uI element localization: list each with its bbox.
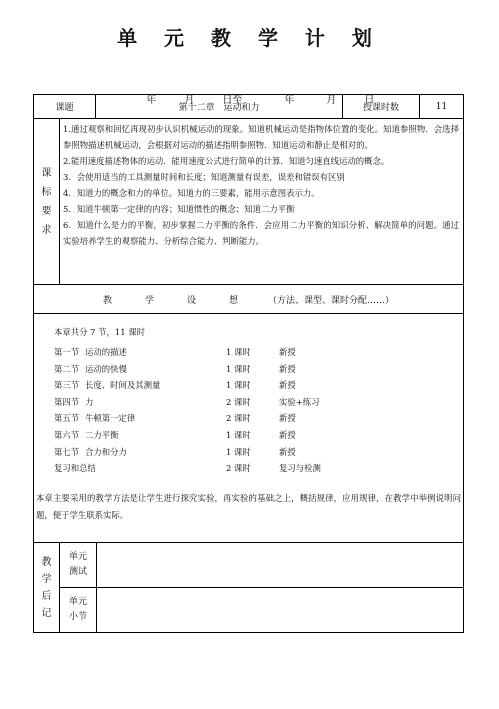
design-header-label: 教 学 设 想 [102, 295, 250, 306]
schedule-row [54, 410, 454, 427]
design-header-note: （方法、课型、课时分配……） [268, 295, 395, 306]
goal-item: 1.通过观察和回忆再现初步认识机械运动的现象。知道机械运动是指物体位置的变化。知道参照物．会选择参照物描述机械运动，会根据对运动的描述指明参照物．知道运动和静止是相对的。 [63, 124, 459, 150]
schedule-section: 第三节 [54, 380, 80, 391]
schedule-type: 新授 [279, 413, 296, 424]
unit-test-label [60, 543, 97, 587]
schedule-row [54, 460, 454, 477]
schedule-hours: 1 课时 [226, 363, 251, 374]
plan-intro: 本章共分 7 节，11 课时 [54, 327, 145, 337]
reflection-label-char: 学 [41, 573, 52, 585]
schedule-topic: 力 [85, 396, 94, 407]
schedule-type: 新授 [279, 347, 296, 357]
reflection-subtable [60, 543, 463, 632]
reflection-label-char: 记 [41, 607, 52, 619]
schedule-row [54, 444, 454, 461]
goals-label-char: 要 [41, 205, 52, 217]
date-month-start: 月 [184, 95, 195, 106]
schedule-section: 复习和总结 [54, 463, 96, 474]
reflection-label-char: 教 [41, 556, 52, 568]
teaching-method-paragraph: 本章主要采用的教学方法是让学生进行探究实验，再实验的基础之上，概括规律，应用规律，在教学中举例说明问题，便于学生联系实际。 [36, 493, 461, 520]
unit-summary-label-line: 单元 [68, 597, 87, 607]
schedule-row [54, 361, 454, 378]
schedule-type: 新授 [279, 429, 296, 440]
unit-test-value[interactable] [97, 543, 463, 587]
reflection-row [34, 543, 463, 632]
schedule-section: 第五节 [54, 413, 80, 424]
schedule-hours: 1 课时 [226, 380, 251, 391]
document-title: 单 元 教 学 计 划 [117, 26, 382, 50]
unit-test-label-line: 测试 [68, 567, 87, 577]
plan-table [33, 94, 464, 633]
goal-item: 5．知道牛顿第一定律的内容；知道惯性的概念；知道二力平衡 [63, 204, 295, 214]
section-schedule [54, 344, 454, 477]
schedule-type: 实验+练习 [279, 396, 320, 407]
date-year-end: 年 [284, 95, 295, 106]
topic-row [34, 95, 463, 119]
goals-label-char: 求 [41, 224, 52, 236]
reflection-label [34, 543, 60, 632]
hours-label: 授课时数 [343, 95, 420, 118]
schedule-topic: 牛顿第一定律 [85, 413, 136, 424]
goal-item: 3．会使用适当的工具测量时间和长度；知道测量有误差，误差和错误有区别 [63, 172, 345, 182]
schedule-hours: 2 课时 [226, 413, 251, 424]
schedule-row [54, 344, 454, 361]
unit-test-label-line: 单元 [68, 552, 87, 562]
schedule-type: 新授 [279, 363, 296, 374]
schedule-topic: 运动的快慢 [85, 363, 127, 374]
goals-list [60, 119, 463, 284]
schedule-topic: 长度、时间及其测量 [85, 380, 161, 391]
hours-value: 11 [435, 101, 448, 112]
topic-value: 第十二章 运动和力 [96, 95, 343, 118]
schedule-section: 第四节 [54, 396, 80, 407]
unit-summary-label-line: 小节 [68, 612, 87, 622]
goals-label-char: 课 [41, 167, 52, 179]
unit-summary-row [60, 588, 463, 632]
unit-summary-value[interactable] [97, 588, 463, 632]
goal-item: 6．知道什么是力的平衡，初步掌握二力平衡的条件．会应用二力平衡的知识分析、解决简单的问题。通过实验培养学生的观察能力、分析综合能力、判断能力。 [63, 220, 459, 246]
schedule-hours: 2 课时 [226, 463, 251, 474]
schedule-type: 新授 [279, 380, 296, 391]
schedule-row [54, 394, 454, 411]
schedule-topic: 合力和分力 [85, 446, 127, 457]
schedule-section: 第二节 [54, 363, 80, 374]
plan-row [34, 314, 463, 543]
schedule-section: 第六节 [54, 429, 80, 440]
schedule-hours: 1 课时 [226, 446, 251, 457]
schedule-row [54, 377, 454, 394]
goal-item: 2.能用速度描述物体的运动．能用速度公式进行简单的计算．知道匀速直线运动的概念。 [63, 156, 390, 166]
goals-label [34, 119, 60, 284]
date-day-start: 日至 [222, 95, 243, 106]
date-month-end: 月 [326, 95, 337, 106]
schedule-type: 新授 [279, 446, 296, 457]
goals-label-char: 标 [41, 186, 52, 198]
schedule-section: 第七节 [54, 446, 80, 457]
schedule-hours: 2 课时 [226, 396, 251, 407]
unit-test-row [60, 543, 463, 588]
topic-label: 课题 [34, 95, 96, 118]
goals-row [34, 119, 463, 285]
schedule-hours: 1 课时 [226, 347, 251, 357]
reflection-label-char: 后 [41, 590, 52, 602]
date-day-end: 日 [364, 95, 375, 106]
schedule-section: 第一节 [54, 347, 80, 357]
schedule-topic: 二力平衡 [85, 429, 119, 440]
schedule-topic: 运动的描述 [85, 347, 127, 357]
design-header-row [34, 285, 463, 314]
unit-summary-label [60, 588, 97, 632]
schedule-hours: 1 课时 [226, 429, 251, 440]
date-year-start: 年 [146, 95, 157, 106]
schedule-row [54, 427, 454, 444]
goal-item: 4．知道力的概念和力的单位。知道力的三要素，能用示意图表示力。 [63, 188, 320, 198]
schedule-type: 复习与检测 [279, 463, 321, 474]
